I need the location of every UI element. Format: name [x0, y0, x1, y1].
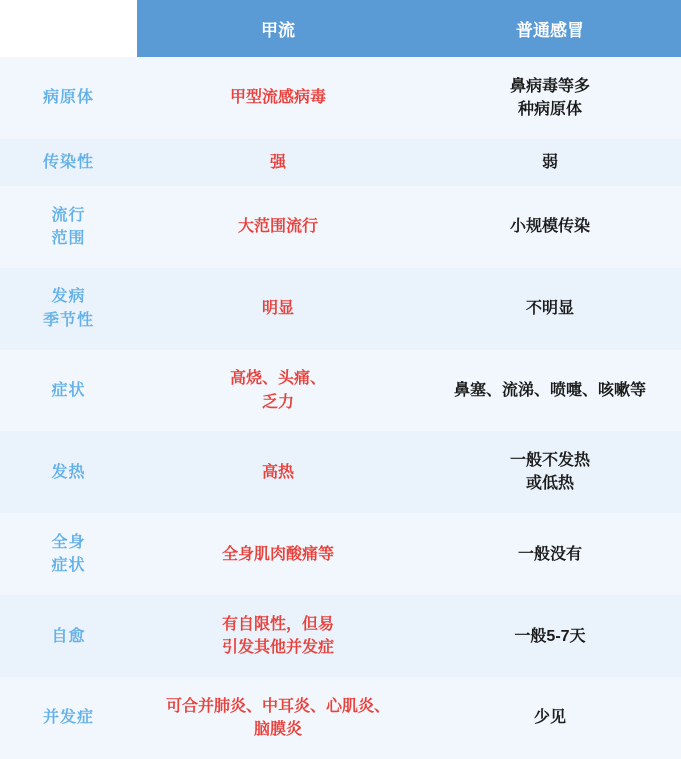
cell-influenza-a — [137, 677, 419, 759]
cell-line: 高烧、头痛、 — [229, 370, 326, 388]
row-label-line: 并发症 — [42, 709, 94, 727]
row-label — [0, 268, 137, 350]
row-label-line: 发热 — [51, 463, 86, 481]
cell-line: 鼻塞、流涕、喷嚏、咳嗽等 — [453, 381, 646, 399]
table-row — [0, 595, 681, 677]
table-row — [0, 186, 681, 268]
row-label-line: 发病 — [51, 288, 86, 306]
cell-common-cold — [419, 513, 681, 595]
row-label — [0, 57, 137, 139]
cell-common-cold — [419, 57, 681, 139]
table-row — [0, 268, 681, 350]
row-label-line: 全身 — [51, 534, 86, 552]
header-cell-common-cold: 普通感冒 — [419, 0, 681, 57]
header-row — [0, 0, 681, 57]
row-label-line: 流行 — [51, 206, 86, 224]
cell-line: 强 — [269, 153, 286, 171]
row-label — [0, 677, 137, 759]
cell-line: 乏力 — [261, 393, 294, 411]
row-label — [0, 513, 137, 595]
cell-line: 有自限性，但易 — [221, 615, 334, 633]
cell-influenza-a — [137, 57, 419, 139]
cell-common-cold — [419, 595, 681, 677]
table-row — [0, 350, 681, 432]
row-label-line: 范围 — [51, 229, 86, 247]
cell-line: 一般5-7天 — [514, 627, 586, 645]
header-cell-influenza-a: 甲流 — [137, 0, 419, 57]
cell-line: 高热 — [261, 463, 294, 481]
cell-line: 一般不发热 — [509, 452, 590, 470]
cell-line: 可合并肺炎、中耳炎、心肌炎、 — [165, 697, 390, 715]
row-label — [0, 350, 137, 432]
cell-line: 弱 — [541, 153, 558, 171]
row-label — [0, 595, 137, 677]
row-label-line: 季节性 — [42, 311, 94, 329]
cell-influenza-a — [137, 139, 419, 186]
table-row — [0, 513, 681, 595]
cell-influenza-a — [137, 431, 419, 513]
row-label — [0, 186, 137, 268]
cell-influenza-a — [137, 595, 419, 677]
row-label — [0, 139, 137, 186]
cell-influenza-a — [137, 268, 419, 350]
cell-influenza-a — [137, 513, 419, 595]
table-row — [0, 57, 681, 139]
cell-line: 鼻病毒等多 — [509, 77, 590, 95]
cell-influenza-a — [137, 350, 419, 432]
row-label-line: 传染性 — [42, 153, 94, 171]
cell-common-cold — [419, 350, 681, 432]
cell-common-cold — [419, 139, 681, 186]
cell-line: 全身肌肉酸痛等 — [221, 545, 334, 563]
table-row — [0, 139, 681, 186]
table-header — [0, 0, 681, 57]
table-body — [0, 57, 681, 759]
header-cell-corner — [0, 0, 137, 57]
row-label-line: 症状 — [51, 381, 86, 399]
table-row — [0, 431, 681, 513]
cell-common-cold — [419, 268, 681, 350]
row-label-line: 病原体 — [42, 89, 94, 107]
cell-line: 一般没有 — [517, 545, 582, 563]
cell-line: 种病原体 — [517, 100, 582, 118]
cell-line: 不明显 — [525, 300, 574, 318]
row-label — [0, 431, 137, 513]
cell-line: 少见 — [533, 709, 566, 727]
cell-line: 甲型流感病毒 — [229, 89, 326, 107]
table-row — [0, 677, 681, 759]
cell-line: 小规模传染 — [509, 218, 590, 236]
cell-influenza-a — [137, 186, 419, 268]
cell-line: 明显 — [261, 300, 294, 318]
row-label-line: 症状 — [51, 557, 86, 575]
cell-line: 或低热 — [525, 475, 574, 493]
cell-line: 脑膜炎 — [253, 721, 302, 739]
cell-line: 引发其他并发症 — [221, 639, 334, 657]
row-label-line: 自愈 — [51, 627, 86, 645]
cell-common-cold — [419, 186, 681, 268]
cell-common-cold — [419, 431, 681, 513]
cell-common-cold — [419, 677, 681, 759]
cell-line: 大范围流行 — [237, 218, 318, 236]
